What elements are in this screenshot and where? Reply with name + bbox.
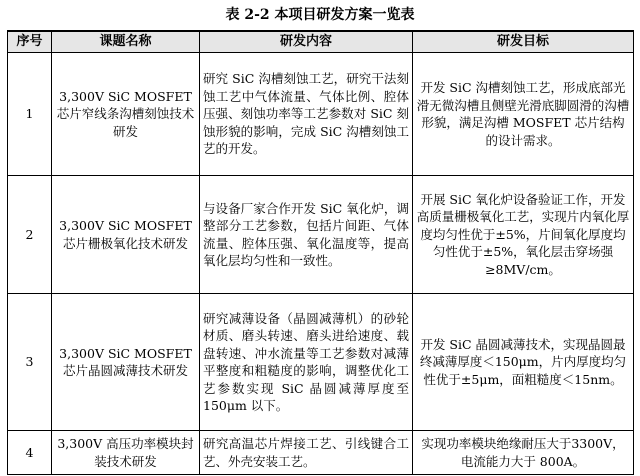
row-name: 3,300V 高压功率模块封装技术研发 xyxy=(52,431,200,475)
research-plan-table xyxy=(7,30,634,475)
row-index: 1 xyxy=(8,53,52,176)
header-goal: 研发目标 xyxy=(413,31,634,53)
row-goal: 开发 SiC 沟槽刻蚀工艺，形成底部光滑无微沟槽且侧壁光滑底脚圆滑的沟槽形貌，满足沟槽 MOSFET 芯片结构的设计需求。 xyxy=(413,53,634,176)
row-content: 研究减薄设备（晶圆减薄机）的砂轮材质、磨头转速、磨头进给速度、载盘转速、冲水流量等工艺参数对减薄平整度和粗糙度的影响，调整优化工艺参数实现 SiC 晶圆减薄厚度至150μm 以下。 xyxy=(200,294,413,431)
table-row xyxy=(8,431,634,475)
table-row xyxy=(8,53,634,176)
row-content: 研究 SiC 沟槽刻蚀工艺，研究干法刻蚀工艺中气体流量、气体比例、腔体压强、刻蚀功率等工艺参数对 SiC 刻蚀形貌的影响，完成 SiC 沟槽刻蚀工艺的开发。 xyxy=(200,53,413,176)
table-header-row xyxy=(8,31,634,53)
header-name: 课题名称 xyxy=(52,31,200,53)
row-content: 研究高温芯片焊接工艺、引线键合工艺、外壳安装工艺。 xyxy=(200,431,413,475)
row-content: 与设备厂家合作开发 SiC 氧化炉，调整部分工艺参数，包括片间距、气体流量、腔体压强、氧化温度等，提高氧化层均匀性和一致性。 xyxy=(200,176,413,294)
table-row xyxy=(8,294,634,431)
row-index: 2 xyxy=(8,176,52,294)
row-name: 3,300V SiC MOSFET 芯片栅极氧化技术研发 xyxy=(52,176,200,294)
header-index: 序号 xyxy=(8,31,52,53)
row-goal: 开发 SiC 晶圆减薄技术，实现晶圆最终减薄厚度＜150μm，片内厚度均匀性优于±5μm，面粗糙度＜15nm。 xyxy=(413,294,634,431)
row-index: 3 xyxy=(8,294,52,431)
row-goal: 开展 SiC 氧化炉设备验证工作，开发高质量栅极氧化工艺，实现片内氧化厚度均匀性优于±5%，片间氧化厚度均匀性优于±5%，氧化层击穿场强≥8MV/cm。 xyxy=(413,176,634,294)
row-name: 3,300V SiC MOSFET 芯片窄线条沟槽刻蚀技术研发 xyxy=(52,53,200,176)
table-row xyxy=(8,176,634,294)
row-index: 4 xyxy=(8,431,52,475)
header-content: 研发内容 xyxy=(200,31,413,53)
table-caption: 表 2-2 本项目研发方案一览表 xyxy=(225,7,415,23)
row-name: 3,300V SiC MOSFET 芯片晶圆减薄技术研发 xyxy=(52,294,200,431)
row-goal: 实现功率模块绝缘耐压大于3300V，电流能力大于 800A。 xyxy=(413,431,634,475)
